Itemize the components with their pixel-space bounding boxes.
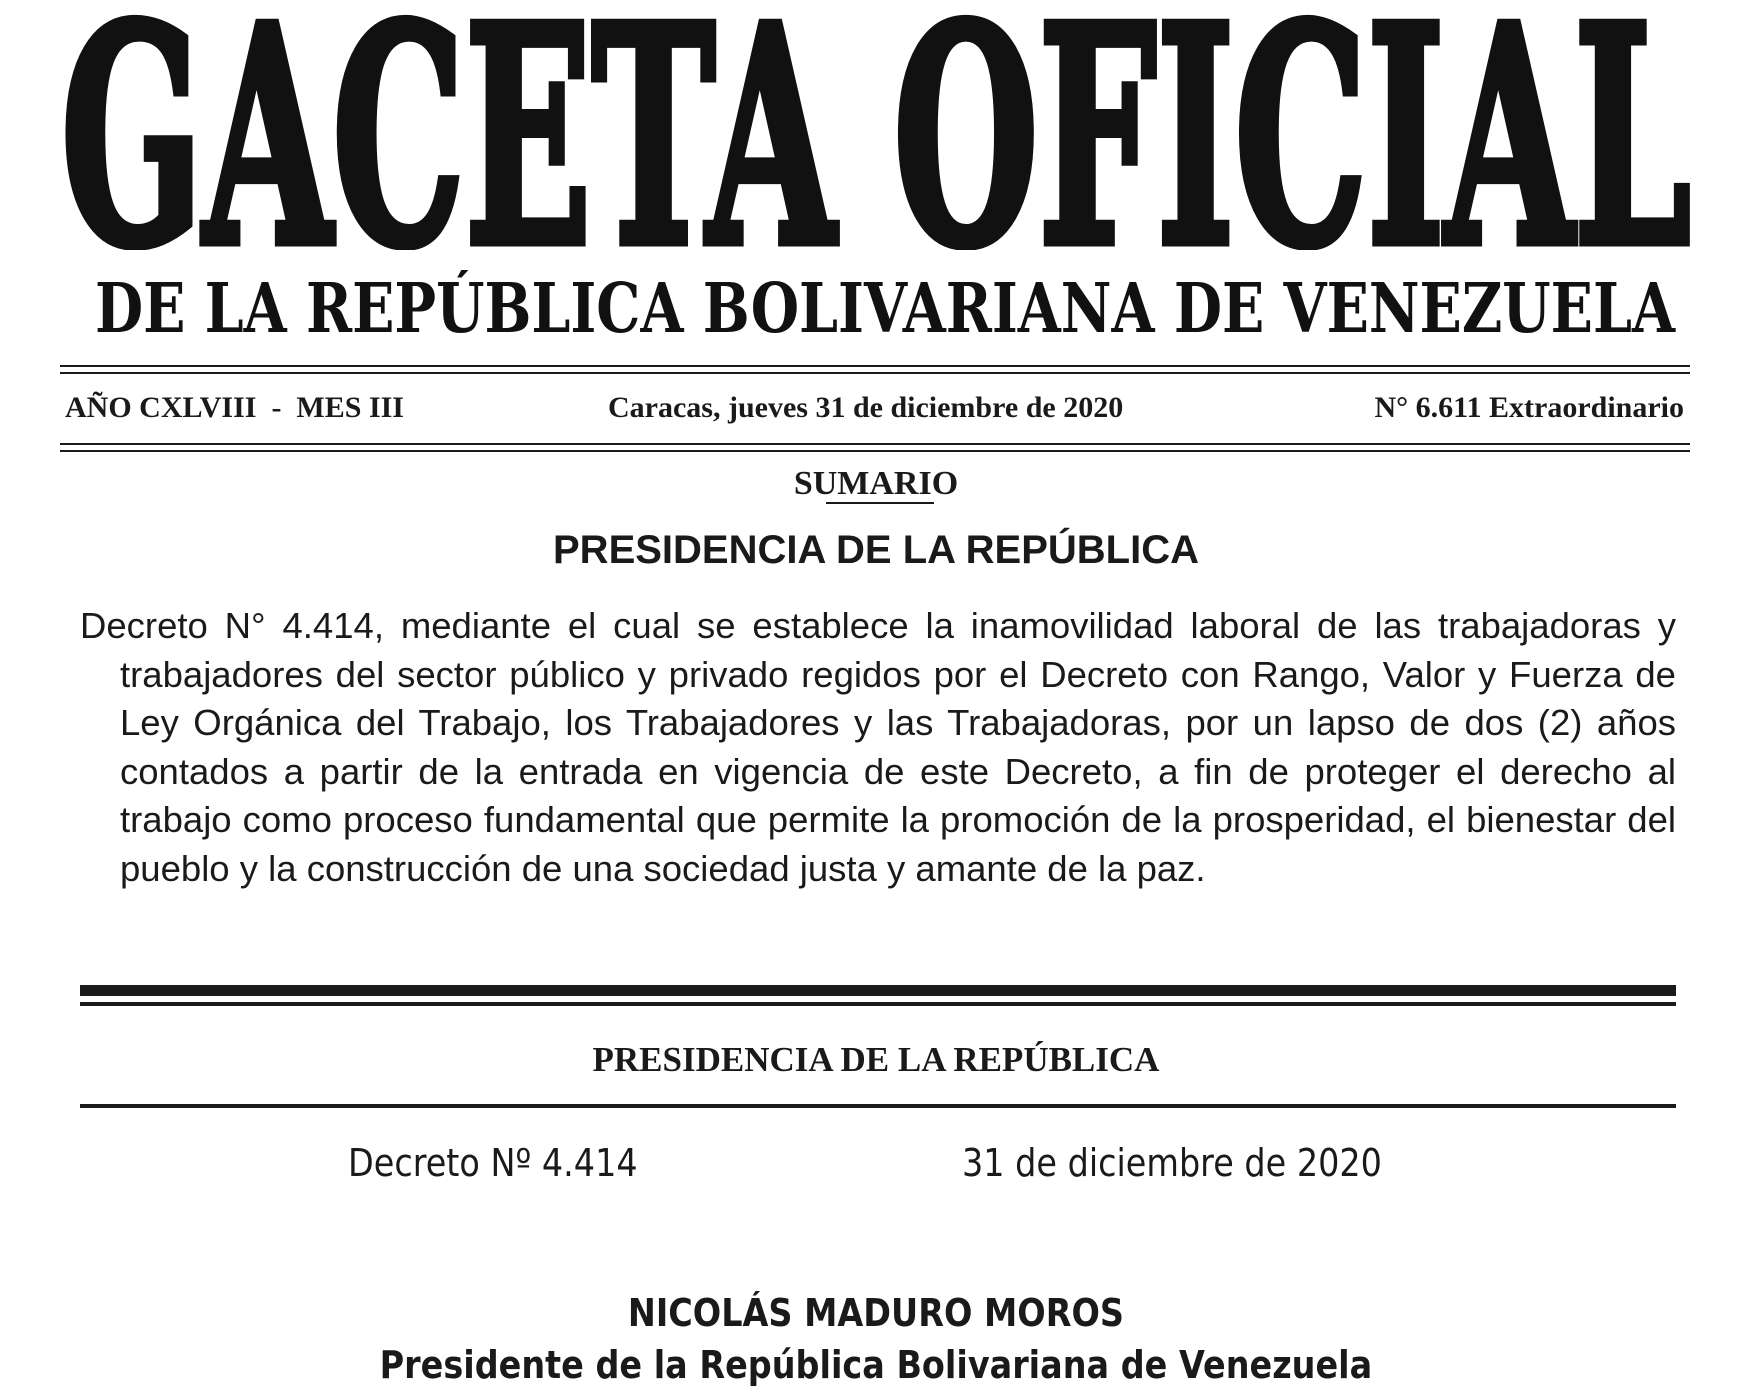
summary-section-heading: PRESIDENCIA DE LA REPÚBLICA <box>553 528 1199 572</box>
masthead-rule-top-1 <box>60 365 1690 367</box>
issue-place-date: Caracas, jueves 31 de diciembre de 2020 <box>608 391 1124 424</box>
signatory-name <box>0 1290 1752 1336</box>
signatory-title <box>0 1342 1752 1388</box>
masthead-rule-bottom-2 <box>60 450 1690 452</box>
masthead-title-text: GACETA OFICIAL <box>61 0 1691 250</box>
section-divider-thick <box>80 985 1676 996</box>
masthead-subtitle-text: DE LA REPÚBLICA BOLIVARIANA DE VENEZUELA <box>95 270 1677 340</box>
masthead-rule-bottom-1 <box>60 443 1690 445</box>
masthead-title <box>0 0 1752 250</box>
body-heading-rule <box>80 1104 1676 1108</box>
decree-number: Decreto Nº 4.414 <box>348 1141 638 1185</box>
masthead-rule-top-2 <box>60 372 1690 374</box>
signatory-title-text: Presidente de la República Bolivariana de Venezuela <box>379 1343 1373 1387</box>
issue-number: N° 6.611 Extraordinario <box>1374 391 1684 424</box>
section-divider-thin <box>80 1002 1676 1006</box>
body-section-heading: PRESIDENCIA DE LA REPÚBLICA <box>592 1040 1160 1079</box>
summary-heading: SUMARIO <box>793 465 959 502</box>
signatory-name-text: NICOLÁS MADURO MOROS <box>627 1291 1125 1335</box>
summary-entry: Decreto N° 4.414, mediante el cual se establece la inamovilidad laboral de las trabajadoras y trabajadores del sector público y privado regidos por el Decreto con Rango, Valor y Fuerza de Ley Orgánica del Trabajo, los Trabajadores y las Trabajadoras, por un lapso de dos (2) años contados a partir de la entrada en vigencia de este Decreto, a fin de proteger el derecho al trabajo como proceso fundamental que permite la promoción de la prosperidad, el bienestar del pueblo y la construcción de una sociedad justa y amante de la paz. <box>80 605 1676 889</box>
decree-date: 31 de diciembre de 2020 <box>962 1141 1382 1185</box>
issue-year-month: AÑO CXLVIII - MES III <box>65 391 404 424</box>
masthead-subtitle <box>60 270 1700 340</box>
summary-heading-underline <box>826 502 934 504</box>
